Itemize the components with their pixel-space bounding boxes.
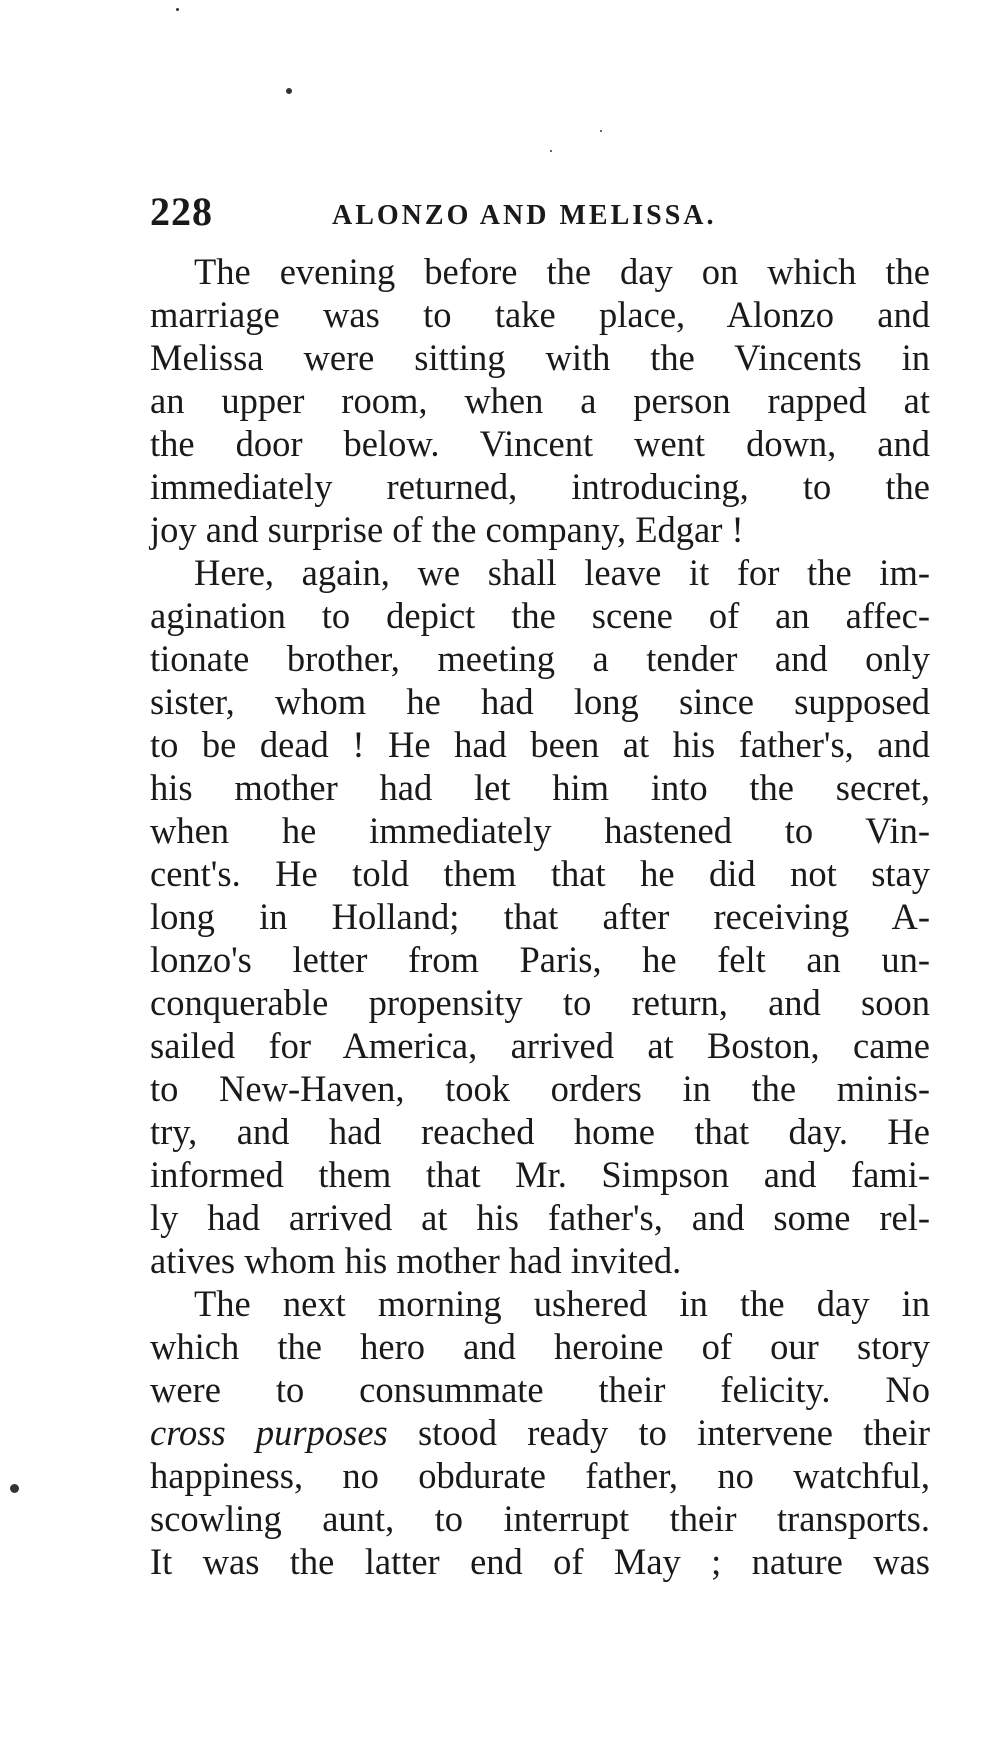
text-line	[150, 1411, 930, 1454]
scan-speck	[600, 130, 602, 132]
text-line: joy and surprise of the company, Edgar !	[150, 509, 744, 550]
text-line: Here, again, we shall leave it for the im-	[194, 552, 930, 593]
text-line: which the hero and heroine of our story	[150, 1326, 930, 1367]
body-text	[150, 250, 930, 1583]
text-line: happiness, no obdurate father, no watchful,	[150, 1455, 930, 1496]
text-line: scowling aunt, to interrupt their transports.	[150, 1498, 930, 1539]
text-line: his mother had let him into the secret,	[150, 767, 930, 808]
text-line: marriage was to take place, Alonzo and	[150, 294, 930, 335]
text-line: lonzo's letter from Paris, he felt an un-	[150, 939, 930, 980]
text-line: The next morning ushered in the day in	[194, 1283, 930, 1324]
scan-speck	[286, 88, 292, 94]
text-line: ly had arrived at his father's, and some rel-	[150, 1197, 930, 1238]
running-title: ALONZO AND MELISSA.	[332, 200, 717, 231]
scan-speck	[10, 1484, 19, 1493]
text-line: immediately returned, introducing, to the	[150, 466, 930, 507]
text-line: when he immediately hastened to Vin-	[150, 810, 930, 851]
text-line: to be dead ! He had been at his father's, and	[150, 724, 930, 765]
text-line: sister, whom he had long since supposed	[150, 681, 930, 722]
text-line: cent's. He told them that he did not stay	[150, 853, 930, 894]
scan-speck	[176, 8, 179, 11]
text-line: The evening before the day on which the	[194, 251, 930, 292]
text-line: It was the latter end of May ; nature was	[150, 1541, 930, 1582]
text-line: try, and had reached home that day. He	[150, 1111, 930, 1152]
text-line: Melissa were sitting with the Vincents in	[150, 337, 930, 378]
scan-speck	[550, 150, 552, 152]
text-line: informed them that Mr. Simpson and fami-	[150, 1154, 930, 1195]
italic-phrase: cross purposes	[150, 1412, 388, 1453]
page-number: 228	[150, 189, 213, 234]
page-header	[150, 188, 930, 238]
text-fragment: stood ready to intervene their	[387, 1412, 930, 1453]
text-line: tionate brother, meeting a tender and only	[150, 638, 930, 679]
text-line: were to consummate their felicity. No	[150, 1369, 930, 1410]
text-line: conquerable propensity to return, and soon	[150, 982, 930, 1023]
text-line: sailed for America, arrived at Boston, came	[150, 1025, 930, 1066]
text-line: the door below. Vincent went down, and	[150, 423, 930, 464]
text-line: atives whom his mother had invited.	[150, 1240, 682, 1281]
text-line: agination to depict the scene of an affec-	[150, 595, 930, 636]
text-line: to New-Haven, took orders in the minis-	[150, 1068, 930, 1109]
text-line: an upper room, when a person rapped at	[150, 380, 930, 421]
text-line: long in Holland; that after receiving A-	[150, 896, 930, 937]
